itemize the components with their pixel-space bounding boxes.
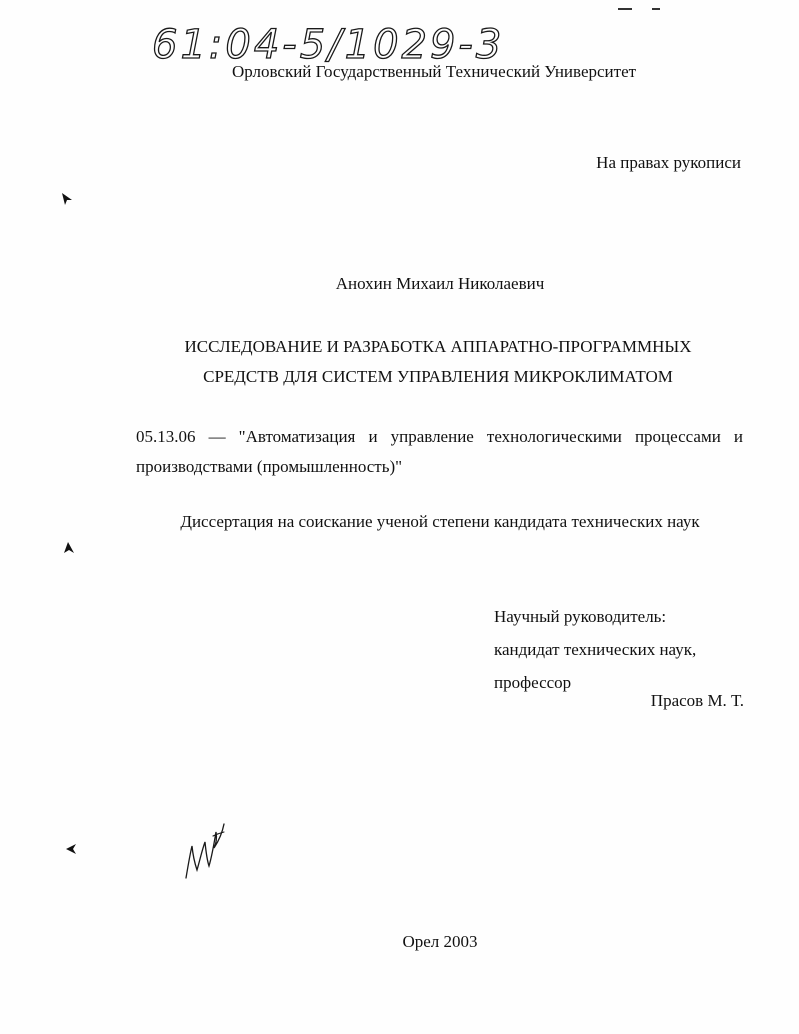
scan-corner-marks [618, 0, 668, 6]
specialty-word: — [208, 427, 226, 446]
specialty-word: и [368, 427, 378, 446]
specialty-code-description [136, 422, 743, 482]
specialty-word: процессами [634, 427, 721, 446]
university-name: Орловский Государственный Технический Университет [231, 62, 637, 81]
handwritten-archive-code [150, 18, 505, 68]
handwritten-archive-code-text: 61:04-5/1029-3 [152, 22, 505, 68]
margin-bullet-icon [64, 842, 78, 856]
author-name: Анохин Михаил Николаевич [335, 274, 545, 293]
specialty-word: "Автоматизация [238, 427, 356, 446]
title-line: СРЕДСТВ ДЛЯ СИСТЕМ УПРАВЛЕНИЯ МИКРОКЛИМАТОМ [203, 367, 673, 386]
specialty-line-2: производствами (промышленность)" [136, 457, 403, 476]
specialty-word: и [733, 427, 743, 446]
title-line: ИССЛЕДОВАНИЕ И РАЗРАБОТКА АППАРАТНО-ПРОГРАММНЫХ [184, 337, 692, 356]
margin-bullet-icon [60, 192, 74, 206]
dissertation-degree-note: Диссертация на соискание ученой степени кандидата технических наук [180, 512, 700, 531]
specialty-word: управление [390, 427, 474, 446]
specialty-word: технологическими [486, 427, 622, 446]
manuscript-rights-note: На правах рукописи [596, 153, 741, 172]
specialty-word: 05.13.06 [136, 427, 196, 446]
dissertation-title [0, 332, 799, 392]
margin-bullet-icon [62, 541, 76, 555]
advisor-rank: профессор [494, 673, 572, 692]
handwritten-signature [180, 818, 230, 884]
place-and-year: Орел 2003 [402, 932, 478, 951]
advisor-name: Прасов М. Т. [650, 691, 744, 710]
scientific-advisor-block [494, 600, 696, 699]
advisor-degree: кандидат технических наук, [494, 640, 697, 659]
specialty-line-1 [136, 422, 743, 452]
advisor-label: Научный руководитель: [494, 607, 667, 626]
